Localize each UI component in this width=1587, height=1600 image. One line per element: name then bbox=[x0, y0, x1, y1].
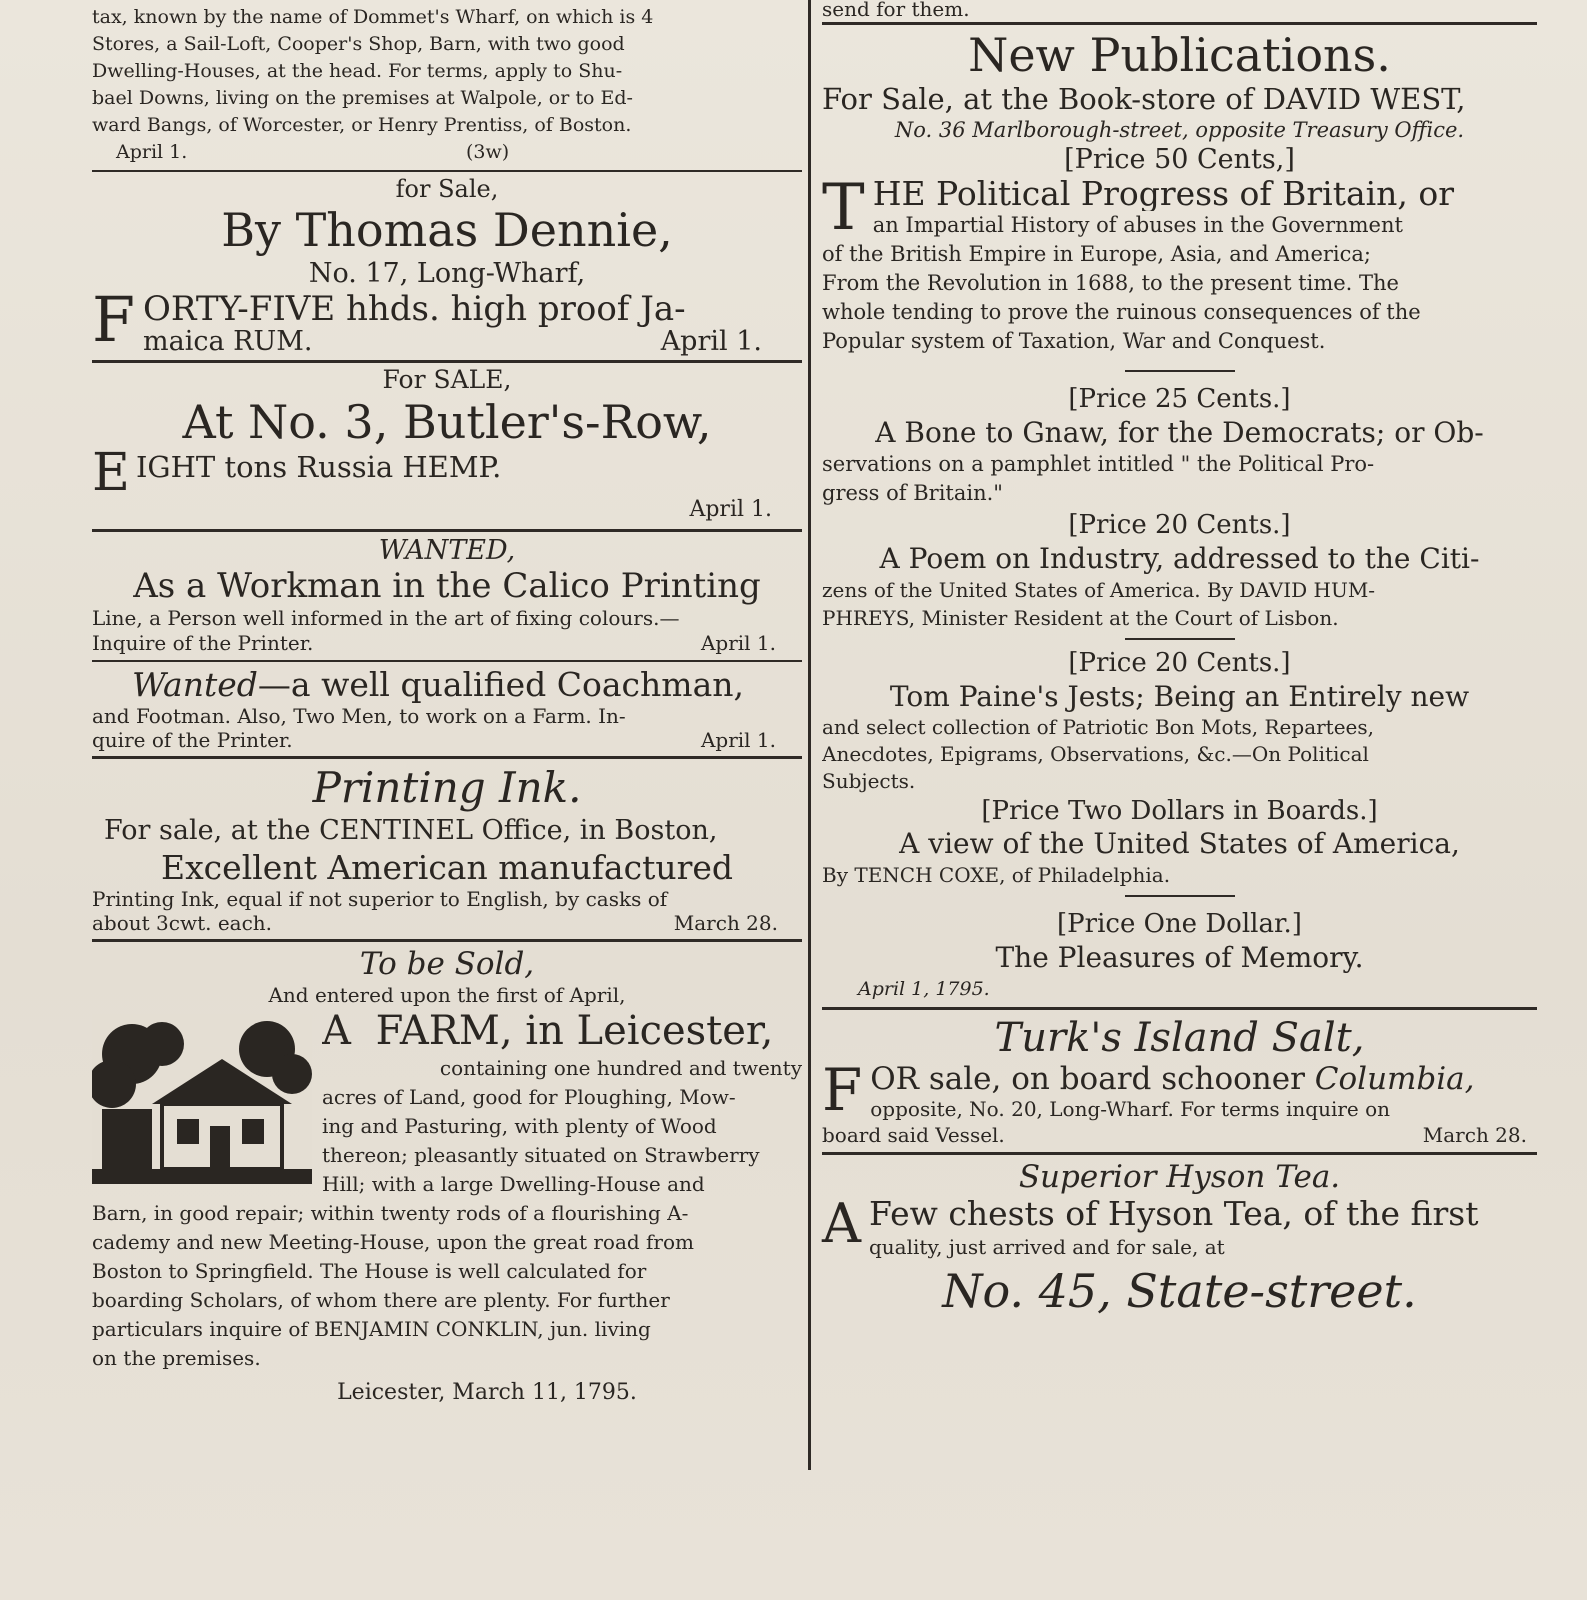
column-divider bbox=[808, 0, 811, 1470]
ad-footer bbox=[92, 139, 802, 166]
ad-subtitle: For Sale, at the Book-store of DAVID WEST, bbox=[822, 82, 1466, 116]
text-line: Popular system of Taxation, War and Conquest. bbox=[822, 329, 1326, 353]
ad-wanted-calico bbox=[92, 536, 802, 656]
book-price: [Price 20 Cents.] bbox=[1068, 510, 1291, 540]
text-line: an Impartial History of abuses in the Government bbox=[872, 213, 1403, 237]
text-line: Few chests of Hyson Tea, of the first bbox=[869, 1195, 1479, 1233]
ad-date: April 1, 1795. bbox=[858, 978, 990, 1000]
text-line: OR sale, on board schooner bbox=[870, 1062, 1315, 1096]
text-line: servations on a pamphlet intitled " the Political Pro- bbox=[822, 452, 1375, 476]
ad-wanted-coachman bbox=[92, 666, 802, 752]
book-listing bbox=[822, 646, 1537, 795]
ad-printing-ink bbox=[92, 763, 802, 935]
ad-turks-island-salt bbox=[822, 1014, 1537, 1148]
ad-footer bbox=[822, 1122, 1537, 1148]
text-line: containing one hundred and twenty bbox=[439, 1056, 802, 1080]
book-separator bbox=[1125, 370, 1235, 372]
ad-separator bbox=[92, 170, 802, 172]
text-line: of the British Empire in Europe, Asia, and America; bbox=[822, 242, 1372, 266]
drop-cap: T bbox=[822, 171, 865, 245]
text-line: thereon; pleasantly situated on Strawberry bbox=[322, 1143, 760, 1167]
ad-separator bbox=[92, 360, 802, 363]
text-line: board said Vessel. bbox=[822, 1123, 1005, 1147]
ad-headline: Printing Ink. bbox=[312, 763, 582, 812]
ad-headline: At No. 3, Butler's-Row, bbox=[182, 395, 712, 449]
text-line: zens of the United States of America. By DAVID HUM- bbox=[822, 578, 1376, 602]
book-price: [Price Two Dollars in Boards.] bbox=[981, 796, 1378, 826]
ad-headline: FARM, in Leicester, bbox=[375, 1008, 774, 1054]
text-line: about 3cwt. each. bbox=[92, 911, 273, 935]
ad-run: (3w) bbox=[466, 141, 510, 163]
text-line: Printing Ink, equal if not superior to English, by casks of bbox=[92, 887, 668, 911]
text-line: Line, a Person well informed in the art of fixing colours.— bbox=[92, 606, 680, 630]
ad-subtitle: And entered upon the first of April, bbox=[268, 983, 626, 1007]
ad-butlers-row bbox=[92, 367, 802, 525]
drop-cap: A bbox=[322, 1008, 351, 1054]
ad-separator bbox=[92, 529, 802, 532]
text-line: ward Bangs, of Worcester, or Henry Prentiss, of Boston. bbox=[92, 114, 632, 136]
text-line: whole tending to prove the ruinous consequences of the bbox=[822, 300, 1421, 324]
ad-separator bbox=[92, 756, 802, 759]
ad-new-publications bbox=[822, 29, 1537, 1003]
text-line: ORTY-FIVE hhds. high proof Ja- bbox=[143, 290, 686, 328]
ad-dateline: Leicester, March 11, 1795. bbox=[337, 1380, 637, 1405]
vessel-name: Columbia, bbox=[1314, 1062, 1475, 1096]
text-line: acres of Land, good for Ploughing, Mow- bbox=[322, 1085, 736, 1109]
text-line: maica RUM. bbox=[143, 326, 313, 357]
book-price: [Price 20 Cents.] bbox=[1068, 648, 1291, 678]
text-line: Inquire of the Printer. bbox=[92, 631, 314, 655]
text-line: boarding Scholars, of whom there are plenty. For further bbox=[92, 1288, 670, 1312]
book-listing bbox=[822, 382, 1537, 508]
ad-date: April 1. bbox=[116, 141, 188, 163]
text-line: opposite, No. 20, Long-Wharf. For terms inquire on bbox=[870, 1097, 1391, 1121]
text-line: PHREYS, Minister Resident at the Court of Lisbon. bbox=[822, 606, 1339, 630]
text-line: Excellent American manufactured bbox=[160, 849, 734, 887]
text-line: ing and Pasturing, with plenty of Wood bbox=[322, 1114, 717, 1138]
ad-kicker: To be Sold, bbox=[359, 946, 535, 982]
ad-address: No. 17, Long-Wharf, bbox=[308, 258, 586, 289]
text-line: Anecdotes, Epigrams, Observations, &c.—On Political bbox=[822, 742, 1369, 766]
farmhouse-woodcut-image bbox=[92, 1014, 312, 1184]
drop-cap: E bbox=[92, 443, 130, 503]
left-column bbox=[92, 0, 802, 1413]
page-section-title: New Publications. bbox=[968, 28, 1391, 82]
ad-headline: Superior Hyson Tea. bbox=[1018, 1159, 1341, 1195]
text-line: and Footman. Also, Two Men, to work on a Farm. In- bbox=[92, 704, 626, 728]
text-line: quality, just arrived and for sale, at bbox=[869, 1235, 1225, 1259]
text-line: and select collection of Patriotic Bon Mots, Repartees, bbox=[822, 715, 1375, 739]
text-line: on the premises. bbox=[92, 1346, 261, 1370]
book-price: [Price One Dollar.] bbox=[1057, 909, 1302, 939]
text-line: Subjects. bbox=[822, 769, 916, 793]
ad-address: No. 36 Marlborough-street, opposite Treasury Office. bbox=[894, 118, 1465, 142]
text-line: tax, known by the name of Dommet's Wharf, on which is 4 bbox=[92, 6, 654, 28]
book-separator bbox=[1125, 895, 1235, 897]
ad-farm-leicester bbox=[92, 946, 802, 1413]
book-separator bbox=[1125, 638, 1235, 640]
text-line: Hill; with a large Dwelling-House and bbox=[322, 1172, 705, 1196]
text-line: For sale, at the CENTINEL Office, in Boston, bbox=[104, 815, 718, 846]
book-title: The Pleasures of Memory. bbox=[995, 941, 1364, 974]
book-price: [Price 50 Cents,] bbox=[1064, 144, 1295, 175]
text-line: particulars inquire of BENJAMIN CONKLIN, jun. living bbox=[92, 1317, 651, 1341]
ad-date: April 1. bbox=[689, 497, 772, 522]
ad-separator bbox=[92, 660, 802, 662]
book-price: [Price 25 Cents.] bbox=[1068, 384, 1291, 414]
ad-thomas-dennie bbox=[92, 176, 802, 356]
text-line: Stores, a Sail-Loft, Cooper's Shop, Barn, with two good bbox=[92, 33, 625, 55]
ad-headline: As a Workman in the Calico Printing bbox=[133, 566, 761, 606]
text-line: HE Political Progress of Britain, or bbox=[872, 177, 1455, 211]
text-line: Boston to Springfield. The House is well calculated for bbox=[92, 1259, 647, 1283]
book-listing bbox=[822, 143, 1537, 356]
right-column bbox=[822, 0, 1537, 1321]
ad-date: March 28. bbox=[673, 911, 778, 935]
book-listing bbox=[822, 795, 1537, 889]
text-line: By TENCH COXE, of Philadelphia. bbox=[822, 863, 1171, 887]
drop-cap: F bbox=[92, 283, 136, 356]
text-line: A view of the United States of America, bbox=[899, 827, 1460, 860]
ad-kicker: for Sale, bbox=[395, 175, 499, 203]
book-listing bbox=[822, 907, 1537, 1003]
text-line: From the Revolution in 1688, to the present time. The bbox=[822, 271, 1399, 295]
drop-cap: A bbox=[822, 1192, 861, 1255]
ad-footer bbox=[143, 328, 802, 356]
ad-headline: By Thomas Dennie, bbox=[221, 203, 673, 257]
ad-footer bbox=[92, 631, 802, 656]
drop-cap: F bbox=[822, 1056, 863, 1124]
ad-kicker: WANTED, bbox=[378, 535, 516, 566]
book-listing bbox=[822, 508, 1537, 632]
ad-separator bbox=[822, 1152, 1537, 1155]
ad-separator bbox=[92, 939, 802, 942]
text-line: Dwelling-Houses, at the head. For terms, apply to Shu- bbox=[92, 60, 623, 82]
ad-date: April 1. bbox=[700, 728, 776, 752]
ad-kicker: Wanted bbox=[132, 666, 258, 704]
text-line: Barn, in good repair; within twenty rods of a flourishing A- bbox=[92, 1201, 689, 1225]
text-line: —a well qualified Coachman, bbox=[257, 666, 744, 704]
ad-hyson-tea bbox=[822, 1159, 1537, 1321]
ad-date: March 28. bbox=[1422, 1123, 1527, 1147]
ad-address: No. 45, State-street. bbox=[942, 1264, 1417, 1318]
text-line: gress of Britain." bbox=[822, 481, 1003, 505]
text-line: A Bone to Gnaw, for the Democrats; or Ob- bbox=[875, 416, 1484, 449]
text-line: bael Downs, living on the premises at Walpole, or to Ed- bbox=[92, 87, 633, 109]
ad-kicker: For SALE, bbox=[382, 365, 512, 394]
text-line: IGHT tons Russia HEMP. bbox=[135, 451, 502, 483]
ad-footer bbox=[92, 911, 802, 935]
ad-date: April 1. bbox=[660, 326, 762, 357]
text-line: Tom Paine's Jests; Being an Entirely new bbox=[889, 680, 1470, 713]
text-fragment: send for them. bbox=[822, 0, 970, 18]
ad-headline: Turk's Island Salt, bbox=[994, 1015, 1365, 1061]
text-line: cademy and new Meeting-House, upon the great road from bbox=[92, 1230, 694, 1254]
text-line: quire of the Printer. bbox=[92, 728, 293, 752]
ad-separator bbox=[822, 1007, 1537, 1010]
ad-separator bbox=[822, 22, 1537, 25]
ad-footer bbox=[92, 728, 802, 752]
ad-date: April 1. bbox=[700, 631, 776, 655]
text-line: A Poem on Industry, addressed to the Citi- bbox=[879, 542, 1480, 575]
ad-dommets-wharf bbox=[92, 0, 802, 166]
